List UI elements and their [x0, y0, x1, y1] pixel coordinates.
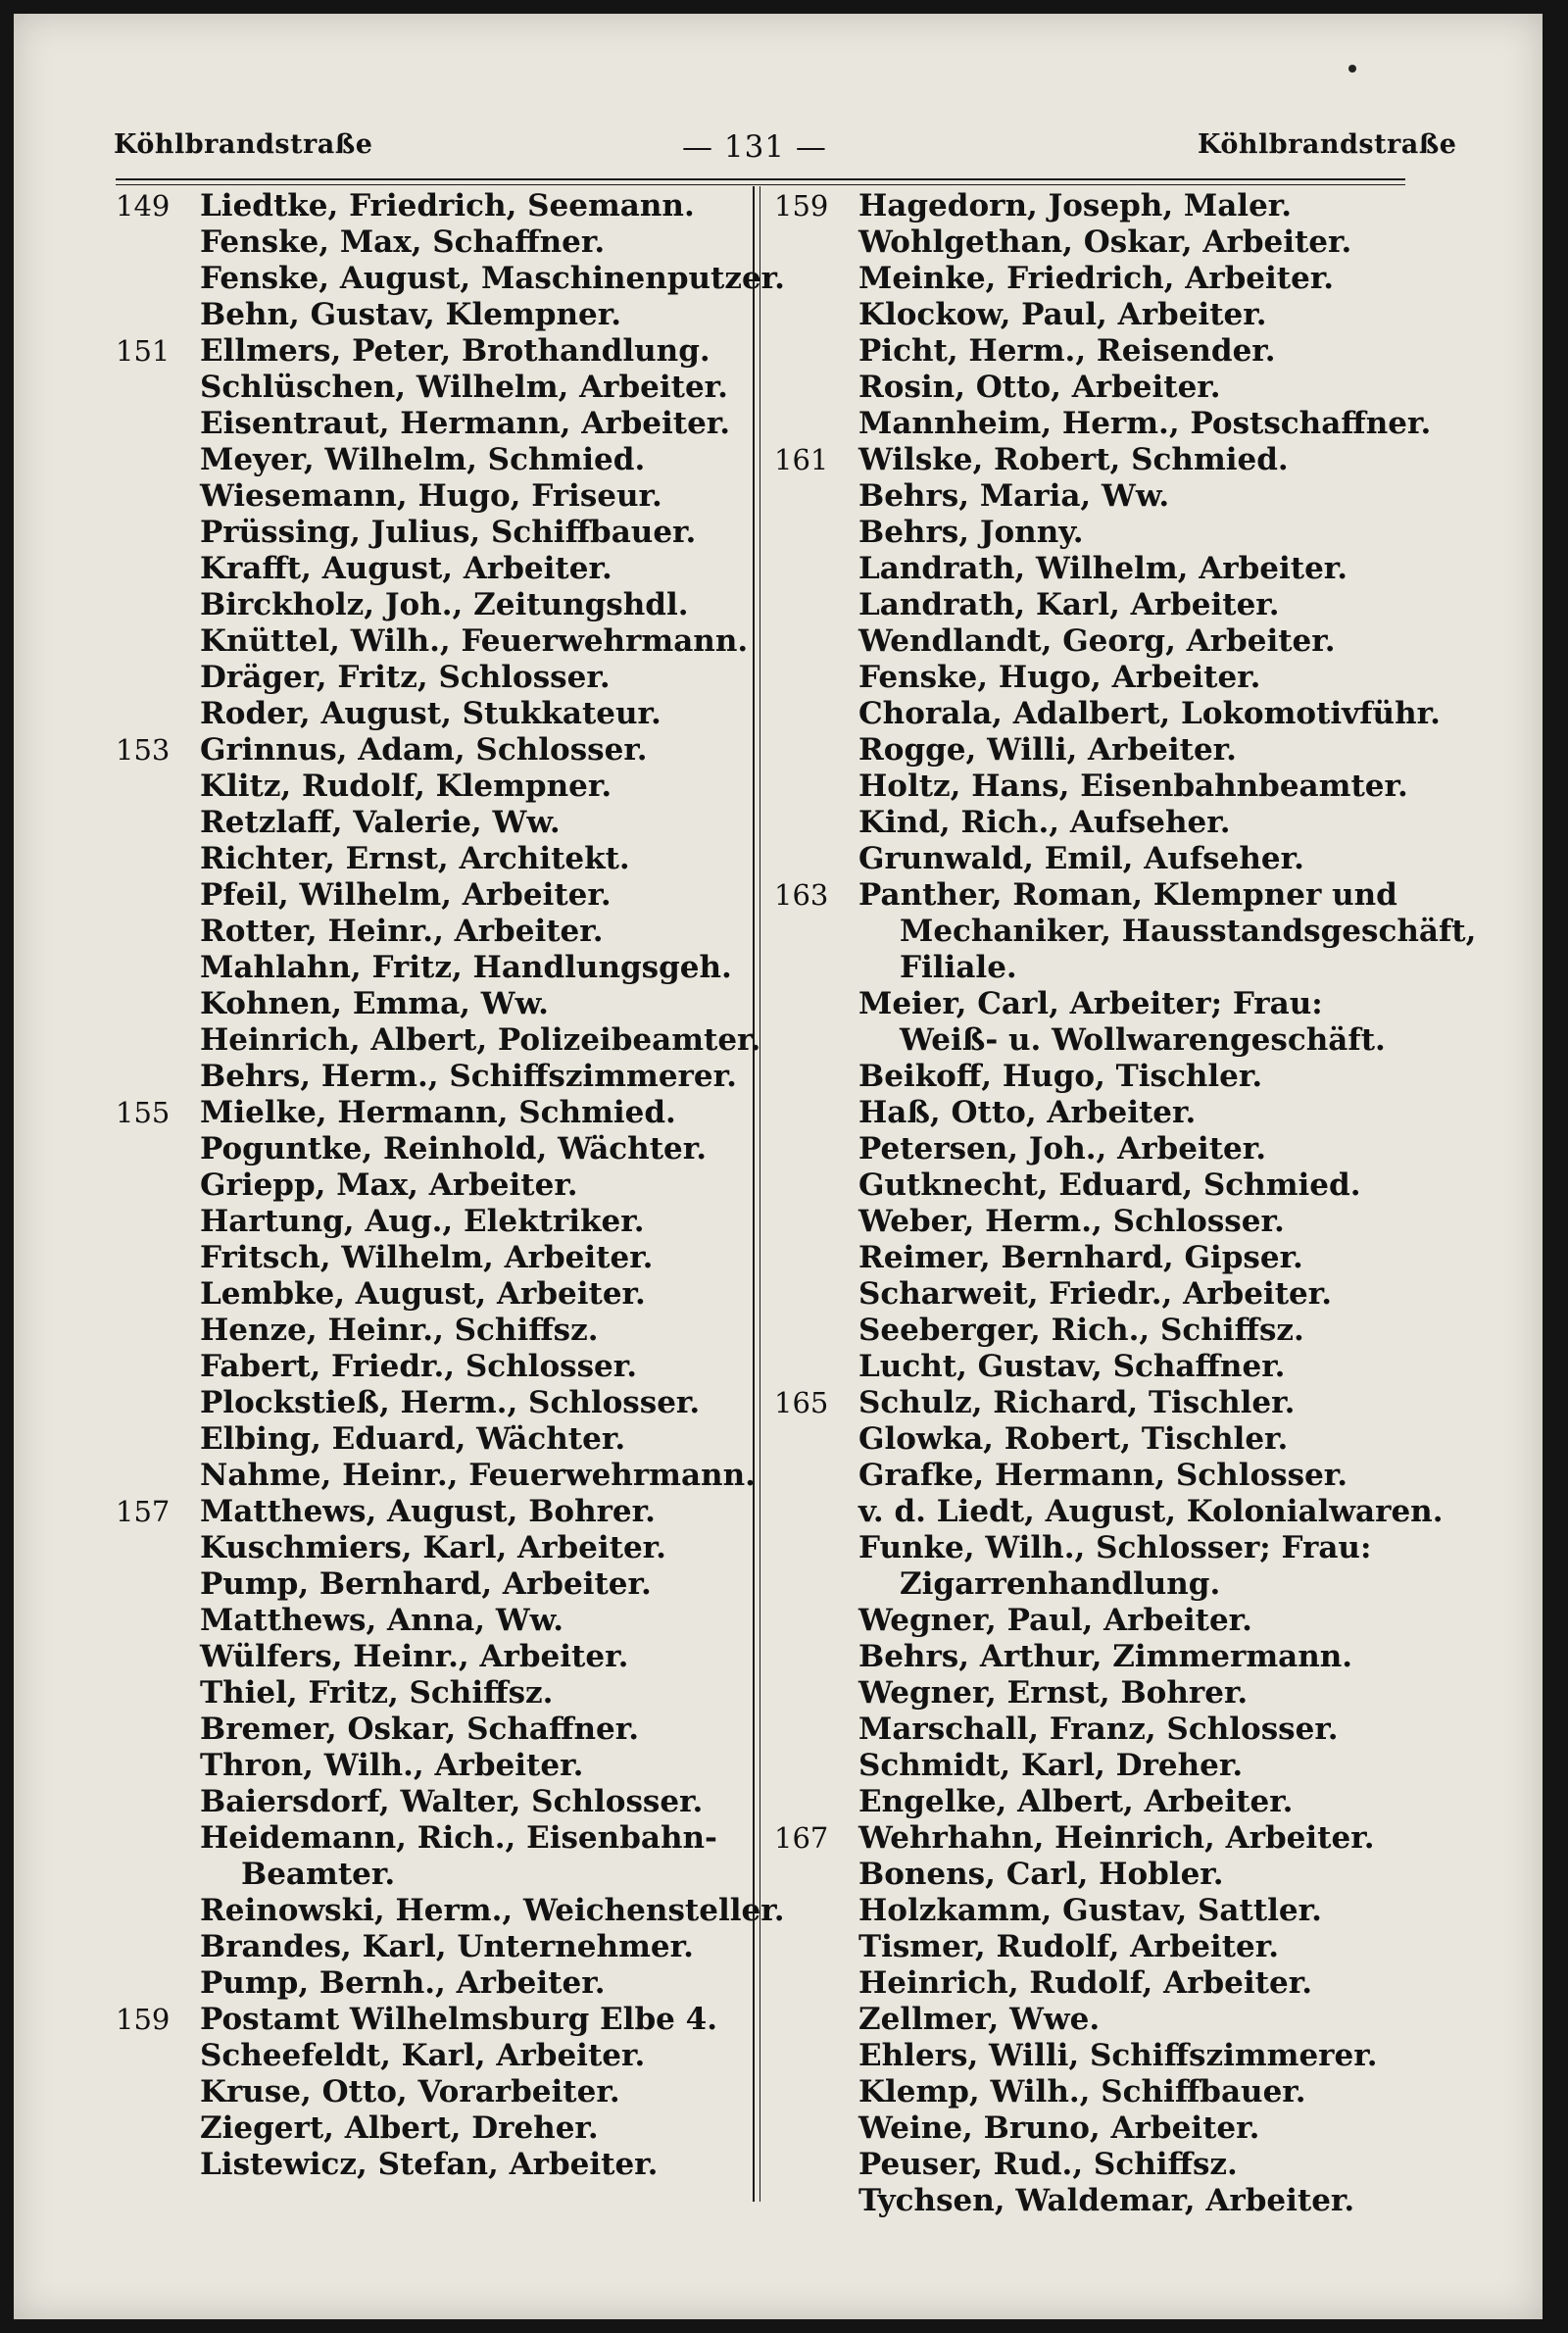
entry-text: Seeberger, Rich., Schiffsz.: [858, 1313, 1304, 1348]
resident-entry: [116, 1385, 743, 1421]
entry-text: Krafft, August, Arbeiter.: [200, 551, 612, 586]
resident-entry: [774, 442, 1411, 478]
resident-entry: [774, 1893, 1411, 1929]
entry-text: Scharweit, Friedr., Arbeiter.: [858, 1276, 1333, 1312]
resident-entry: [774, 1530, 1411, 1566]
entry-text: Plockstieß, Herm., Schlosser.: [200, 1385, 701, 1420]
entry-text: Kind, Rich., Aufseher.: [858, 805, 1231, 840]
resident-entry: [116, 1929, 743, 1965]
entry-text: Listewicz, Stefan, Arbeiter.: [200, 2147, 659, 2182]
resident-entry: [116, 551, 743, 587]
resident-entry: [774, 1313, 1411, 1349]
directory-page: [14, 14, 1543, 2319]
entry-text: Wegner, Ernst, Bohrer.: [858, 1675, 1249, 1711]
entry-text: Holzkamm, Gustav, Sattler.: [858, 1893, 1322, 1928]
entry-text: Baiersdorf, Walter, Schlosser.: [200, 1784, 704, 1819]
entry-text: Meyer, Wilhelm, Schmied.: [200, 442, 646, 477]
entry-text: Zellmer, Wwe.: [858, 2002, 1101, 2037]
entry-text: Grunwald, Emil, Aufseher.: [858, 841, 1304, 876]
entry-text: Knüttel, Wilh., Feuerwehrmann.: [200, 623, 749, 659]
resident-entry: [116, 2074, 743, 2110]
entry-text: Matthews, Anna, Ww.: [200, 1603, 564, 1638]
entry-text: Wohlgethan, Oskar, Arbeiter.: [858, 224, 1352, 260]
resident-entry: [116, 1675, 743, 1712]
resident-entry: [116, 478, 743, 515]
resident-entry: [774, 1167, 1411, 1204]
entry-text: Wehrhahn, Heinrich, Arbeiter.: [858, 1820, 1375, 1856]
house-number: 151: [116, 334, 171, 368]
entry-text: Ehlers, Willi, Schiffszimmerer.: [858, 2038, 1378, 2073]
entry-text: Wegner, Paul, Arbeiter.: [858, 1603, 1252, 1638]
entry-text: Klemp, Wilh., Schiffbauer.: [858, 2074, 1306, 2110]
resident-entry: [116, 1131, 743, 1167]
resident-entry: [116, 769, 743, 805]
entry-text: Scheefeldt, Karl, Arbeiter.: [200, 2038, 646, 2073]
house-number: 165: [774, 1386, 829, 1419]
entry-text: Meier, Carl, Arbeiter; Frau:: [858, 986, 1323, 1021]
resident-entry: [774, 587, 1411, 623]
entry-text: Glowka, Robert, Tischler.: [858, 1421, 1289, 1457]
entry-text: Behn, Gustav, Klempner.: [200, 297, 621, 332]
resident-entry: [116, 950, 743, 986]
resident-entry: [116, 1167, 743, 1204]
resident-entry: [116, 1421, 743, 1458]
resident-entry: [116, 1965, 743, 2002]
resident-entry: [774, 1349, 1411, 1385]
entry-text: Reimer, Bernhard, Gipser.: [858, 1240, 1303, 1275]
house-group: [774, 1820, 1411, 2219]
resident-entry: [116, 188, 743, 224]
resident-entry: [774, 2183, 1411, 2219]
entry-text: Bremer, Oskar, Schaffner.: [200, 1712, 640, 1747]
entry-text: Ziegert, Albert, Dreher.: [200, 2110, 599, 2146]
header-rule: [116, 178, 1405, 180]
entry-text: Richter, Ernst, Architekt.: [200, 841, 630, 876]
entry-text: Marschall, Franz, Schlosser.: [858, 1712, 1339, 1747]
house-group: [774, 188, 1432, 442]
resident-entry: [774, 841, 1411, 877]
entry-text: Kuschmiers, Karl, Arbeiter.: [200, 1530, 666, 1565]
entry-text: Fenske, August, Maschinenputzer.: [200, 261, 785, 296]
resident-entry: [116, 1095, 743, 1131]
entry-continuation: [774, 950, 1411, 986]
entry-text: Funke, Wilh., Schlosser; Frau:: [858, 1530, 1372, 1565]
resident-entry: [774, 1385, 1411, 1421]
entry-text: Poguntke, Reinhold, Wächter.: [200, 1131, 708, 1166]
house-group: [116, 732, 761, 1095]
entry-text: Pfeil, Wilhelm, Arbeiter.: [200, 877, 612, 913]
entry-text: Schmidt, Karl, Dreher.: [858, 1748, 1244, 1783]
house-number: 163: [774, 878, 829, 912]
resident-entry: [774, 478, 1411, 515]
resident-entry: [774, 1675, 1411, 1712]
entry-continuation: [774, 914, 1477, 950]
resident-entry: [774, 1095, 1411, 1131]
entry-text: Fenske, Max, Schaffner.: [200, 224, 606, 260]
entry-continuation: [774, 1566, 1411, 1603]
resident-entry: [774, 2038, 1411, 2074]
resident-entry: [774, 2110, 1411, 2147]
resident-entry: [116, 1893, 785, 1929]
resident-entry: [774, 188, 1411, 224]
resident-entry: [116, 1059, 743, 1095]
entry-text: Birckholz, Joh., Zeitungshdl.: [200, 587, 689, 622]
resident-entry: [774, 297, 1411, 333]
house-group: [116, 188, 785, 333]
house-number: 159: [774, 189, 829, 223]
house-group: [116, 1494, 785, 2002]
resident-entry: [774, 696, 1441, 732]
house-group: [774, 877, 1477, 1385]
resident-entry: [116, 877, 743, 914]
resident-entry: [774, 1748, 1411, 1784]
entry-text: Landrath, Karl, Arbeiter.: [858, 587, 1280, 622]
entry-continuation: [116, 1857, 743, 1893]
entry-text: Fabert, Friedr., Schlosser.: [200, 1349, 638, 1384]
resident-entry: [116, 623, 749, 660]
resident-entry: [116, 2038, 743, 2074]
resident-entry: [774, 877, 1411, 914]
resident-entry: [774, 1965, 1411, 2002]
resident-entry: [116, 732, 743, 769]
entry-text: Klitz, Rudolf, Klempner.: [200, 769, 612, 804]
entry-text: Grafke, Hermann, Schlosser.: [858, 1458, 1348, 1493]
entry-text: Liedtke, Friedrich, Seemann.: [200, 188, 695, 223]
resident-entry: [774, 2074, 1411, 2110]
entry-text: Fritsch, Wilhelm, Arbeiter.: [200, 1240, 654, 1275]
entry-text: Rotter, Heinr., Arbeiter.: [200, 914, 604, 949]
resident-entry: [774, 769, 1411, 805]
entry-text: Thron, Wilh., Arbeiter.: [200, 1748, 584, 1783]
resident-entry: [774, 333, 1411, 370]
resident-entry: [116, 1313, 743, 1349]
resident-entry: [116, 1458, 756, 1494]
entry-text: Petersen, Joh., Arbeiter.: [858, 1131, 1267, 1166]
entry-text: Behrs, Herm., Schiffszimmerer.: [200, 1059, 737, 1094]
entry-text: Schulz, Richard, Tischler.: [858, 1385, 1296, 1420]
entry-text: Tychsen, Waldemar, Arbeiter.: [858, 2183, 1355, 2218]
house-number: 161: [774, 443, 829, 476]
resident-entry: [116, 515, 743, 551]
ink-speck: [1348, 65, 1356, 73]
house-group: [774, 442, 1441, 877]
resident-entry: [116, 1494, 743, 1530]
resident-entry: [116, 1820, 743, 1857]
entry-text: Behrs, Arthur, Zimmermann.: [858, 1639, 1353, 1674]
resident-entry: [774, 1784, 1411, 1820]
entry-text: Weine, Bruno, Arbeiter.: [858, 2110, 1260, 2146]
resident-entry: [774, 1820, 1411, 1857]
resident-entry: [774, 406, 1432, 442]
resident-entry: [116, 370, 743, 406]
page-number: — 131 —: [682, 129, 827, 165]
resident-entry: [116, 1639, 743, 1675]
resident-entry: [116, 1204, 743, 1240]
entry-text: Wilske, Robert, Schmied.: [858, 442, 1289, 477]
running-head-right: Köhlbrandstraße: [1198, 129, 1457, 160]
entry-text: Pump, Bernh., Arbeiter.: [200, 1965, 606, 2001]
resident-entry: [774, 1639, 1411, 1675]
resident-entry: [774, 1603, 1411, 1639]
house-number: 149: [116, 189, 171, 223]
resident-entry: [774, 805, 1411, 841]
entry-text: Weber, Herm., Schlosser.: [858, 1204, 1285, 1239]
entry-text: Mannheim, Herm., Postschaffner.: [858, 406, 1432, 441]
entry-text: Prüssing, Julius, Schiffbauer.: [200, 515, 697, 550]
resident-entry: [116, 224, 743, 261]
entry-text: Heidemann, Rich., Eisenbahn-: [200, 1820, 717, 1856]
entry-text: Bonens, Carl, Hobler.: [858, 1857, 1224, 1892]
resident-entry: [774, 1494, 1444, 1530]
entry-text: Rosin, Otto, Arbeiter.: [858, 370, 1221, 405]
entry-text: Heinrich, Albert, Polizeibeamter.: [200, 1022, 761, 1058]
entry-text: Henze, Heinr., Schiffsz.: [200, 1313, 599, 1348]
entry-text: Meinke, Friedrich, Arbeiter.: [858, 261, 1335, 296]
resident-entry: [774, 2002, 1411, 2038]
entry-text: Reinowski, Herm., Weichensteller.: [200, 1893, 785, 1928]
entry-text: Behrs, Jonny.: [858, 515, 1084, 550]
house-group: [116, 1095, 756, 1494]
header-rule-thin: [116, 184, 1405, 185]
resident-entry: [774, 1421, 1411, 1458]
entry-text: Fenske, Hugo, Arbeiter.: [858, 660, 1261, 695]
resident-entry: [116, 914, 743, 950]
resident-entry: [116, 1240, 743, 1276]
resident-entry: [774, 1204, 1411, 1240]
entry-text: Zigarrenhandlung.: [900, 1566, 1221, 1602]
resident-entry: [774, 1131, 1411, 1167]
entry-text: Nahme, Heinr., Feuerwehrmann.: [200, 1458, 756, 1493]
entry-text: Schlüschen, Wilhelm, Arbeiter.: [200, 370, 728, 405]
resident-entry: [774, 2147, 1411, 2183]
entry-text: Hagedorn, Joseph, Maler.: [858, 188, 1293, 223]
entry-text: Lembke, August, Arbeiter.: [200, 1276, 646, 1312]
entry-text: Brandes, Karl, Unternehmer.: [200, 1929, 694, 1964]
entry-text: Mielke, Hermann, Schmied.: [200, 1095, 676, 1130]
entry-text: Kohnen, Emma, Ww.: [200, 986, 549, 1021]
resident-entry: [116, 1784, 743, 1820]
entry-text: Griepp, Max, Arbeiter.: [200, 1167, 578, 1203]
entry-continuation: [774, 1022, 1411, 1059]
entry-text: Heinrich, Rudolf, Arbeiter.: [858, 1965, 1312, 2001]
house-group: [116, 2002, 743, 2183]
resident-entry: [116, 442, 743, 478]
entry-text: Kruse, Otto, Vorarbeiter.: [200, 2074, 620, 2110]
resident-entry: [116, 297, 743, 333]
entry-text: Thiel, Fritz, Schiffsz.: [200, 1675, 554, 1711]
entry-text: Matthews, August, Bohrer.: [200, 1494, 656, 1529]
entry-text: Dräger, Fritz, Schlosser.: [200, 660, 611, 695]
entry-text: Filiale.: [900, 950, 1017, 985]
resident-entry: [116, 696, 743, 732]
resident-entry: [774, 224, 1411, 261]
entry-text: Gutknecht, Eduard, Schmied.: [858, 1167, 1361, 1203]
resident-entry: [774, 1458, 1411, 1494]
entry-text: Ellmers, Peter, Brothandlung.: [200, 333, 710, 369]
entry-text: Elbing, Eduard, Wächter.: [200, 1421, 626, 1457]
entry-text: Mahlahn, Fritz, Handlungsgeh.: [200, 950, 732, 985]
entry-text: Pump, Bernhard, Arbeiter.: [200, 1566, 652, 1602]
resident-entry: [116, 2110, 743, 2147]
resident-entry: [774, 1712, 1411, 1748]
resident-entry: [774, 1059, 1411, 1095]
resident-entry: [774, 1276, 1411, 1313]
entry-text: Klockow, Paul, Arbeiter.: [858, 297, 1267, 332]
resident-entry: [774, 261, 1411, 297]
left-column: [116, 188, 785, 2183]
resident-entry: [116, 1022, 761, 1059]
resident-entry: [116, 1603, 743, 1639]
resident-entry: [116, 1712, 743, 1748]
resident-entry: [774, 370, 1411, 406]
entry-text: Holtz, Hans, Eisenbahnbeamter.: [858, 769, 1408, 804]
entry-text: Tismer, Rudolf, Arbeiter.: [858, 1929, 1280, 1964]
entry-text: Rogge, Willi, Arbeiter.: [858, 732, 1237, 768]
resident-entry: [116, 1349, 743, 1385]
resident-entry: [774, 1929, 1411, 1965]
house-group: [774, 1385, 1444, 1820]
house-number: 155: [116, 1096, 171, 1129]
resident-entry: [774, 986, 1411, 1022]
resident-entry: [116, 805, 743, 841]
resident-entry: [774, 515, 1411, 551]
entry-text: Panther, Roman, Klempner und: [858, 877, 1397, 913]
resident-entry: [116, 660, 743, 696]
resident-entry: [116, 1566, 743, 1603]
entry-text: Beamter.: [241, 1857, 396, 1892]
entry-text: Wülfers, Heinr., Arbeiter.: [200, 1639, 629, 1674]
resident-entry: [116, 2002, 743, 2038]
resident-entry: [116, 333, 743, 370]
right-column: [774, 188, 1477, 2219]
resident-entry: [774, 732, 1411, 769]
entry-text: Chorala, Adalbert, Lokomotivführ.: [858, 696, 1441, 731]
entry-text: Mechaniker, Hausstandsgeschäft,: [900, 914, 1477, 949]
resident-entry: [774, 551, 1411, 587]
entry-text: Engelke, Albert, Arbeiter.: [858, 1784, 1294, 1819]
resident-entry: [774, 1857, 1411, 1893]
entry-text: Behrs, Maria, Ww.: [858, 478, 1170, 514]
house-group: [116, 333, 749, 732]
entry-text: Postamt Wilhelmsburg Elbe 4.: [200, 2002, 718, 2037]
house-number: 157: [116, 1495, 171, 1528]
resident-entry: [116, 1748, 743, 1784]
entry-text: Grinnus, Adam, Schlosser.: [200, 732, 648, 768]
resident-entry: [116, 1276, 743, 1313]
entry-text: Lucht, Gustav, Schaffner.: [858, 1349, 1286, 1384]
resident-entry: [116, 841, 743, 877]
resident-entry: [116, 406, 743, 442]
resident-entry: [116, 261, 785, 297]
entry-text: Haß, Otto, Arbeiter.: [858, 1095, 1197, 1130]
entry-text: Roder, August, Stukkateur.: [200, 696, 662, 731]
running-head-left: Köhlbrandstraße: [114, 129, 373, 160]
entry-text: Hartung, Aug., Elektriker.: [200, 1204, 645, 1239]
entry-text: Retzlaff, Valerie, Ww.: [200, 805, 561, 840]
entry-text: v. d. Liedt, August, Kolonialwaren.: [858, 1494, 1444, 1529]
entry-text: Weiß- u. Wollwarengeschäft.: [900, 1022, 1386, 1058]
resident-entry: [774, 1240, 1411, 1276]
resident-entry: [116, 1530, 743, 1566]
entry-text: Landrath, Wilhelm, Arbeiter.: [858, 551, 1348, 586]
house-number: 153: [116, 733, 171, 767]
entry-text: Eisentraut, Hermann, Arbeiter.: [200, 406, 731, 441]
resident-entry: [774, 660, 1411, 696]
resident-entry: [116, 587, 743, 623]
resident-entry: [774, 623, 1411, 660]
entry-text: Wendlandt, Georg, Arbeiter.: [858, 623, 1336, 659]
resident-entry: [116, 986, 743, 1022]
house-number: 167: [774, 1821, 829, 1855]
resident-entry: [116, 2147, 743, 2183]
entry-text: Peuser, Rud., Schiffsz.: [858, 2147, 1238, 2182]
house-number: 159: [116, 2003, 171, 2036]
entry-text: Beikoff, Hugo, Tischler.: [858, 1059, 1263, 1094]
entry-text: Picht, Herm., Reisender.: [858, 333, 1276, 369]
entry-text: Wiesemann, Hugo, Friseur.: [200, 478, 662, 514]
